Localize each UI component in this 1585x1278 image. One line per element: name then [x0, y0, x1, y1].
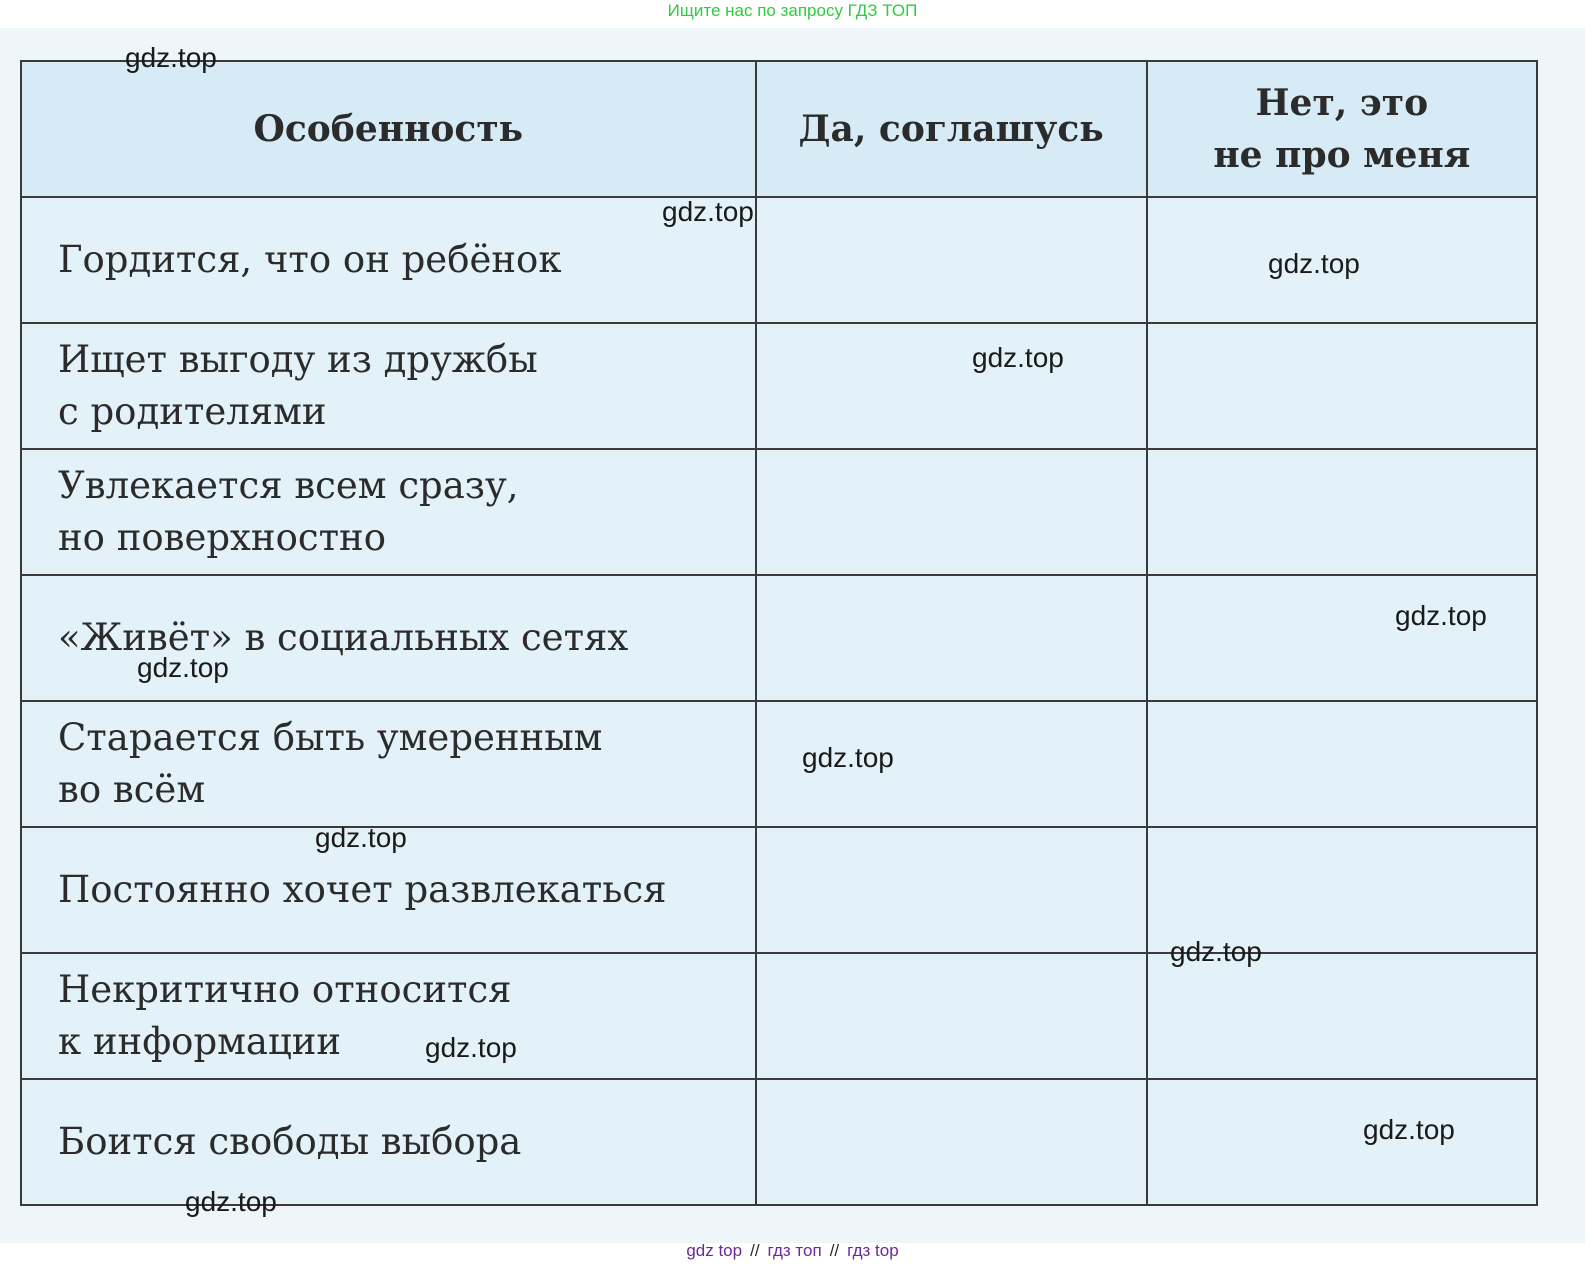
footer-part-1: gdz top	[686, 1241, 743, 1260]
disagree-cell[interactable]	[1147, 701, 1537, 827]
disagree-cell[interactable]	[1147, 323, 1537, 449]
feature-table	[20, 60, 1538, 1206]
agree-cell[interactable]	[756, 1079, 1147, 1205]
header-agree-label: Да, соглашусь	[798, 108, 1104, 150]
table-row	[21, 449, 1537, 575]
feature-text: Постоянно хочет развлекаться	[58, 868, 667, 911]
feature-cell	[21, 701, 756, 827]
agree-cell[interactable]	[756, 323, 1147, 449]
feature-cell	[21, 1079, 756, 1205]
table-row	[21, 323, 1537, 449]
watermark: gdz.top	[1363, 1114, 1455, 1145]
header-disagree-label: Нет, это не про меня	[1213, 82, 1471, 176]
watermark: gdz.top	[662, 196, 754, 227]
top-banner: Ищите нас по запросу ГДЗ ТОП	[667, 1, 918, 20]
footer-watermark	[0, 1240, 1585, 1262]
table-row	[21, 701, 1537, 827]
footer-part-2: гдз топ	[767, 1241, 822, 1260]
watermark: gdz.top	[315, 822, 407, 853]
feature-cell	[21, 323, 756, 449]
watermark: gdz.top	[1395, 600, 1487, 631]
header-agree	[756, 61, 1147, 197]
table-row	[21, 953, 1537, 1079]
feature-text: Старается быть умеренным во всём	[58, 716, 603, 811]
footer-part-3: гдз top	[847, 1241, 899, 1260]
watermark: gdz.top	[125, 42, 217, 73]
table-header-row	[21, 61, 1537, 197]
feature-cell	[21, 449, 756, 575]
watermark: gdz.top	[425, 1032, 517, 1063]
feature-text: «Живёт» в социальных сетях	[58, 616, 629, 659]
feature-cell	[21, 197, 756, 323]
feature-text: Увлекается всем сразу, но поверхностно	[58, 464, 519, 559]
watermark: gdz.top	[802, 742, 894, 773]
footer-separator: //	[829, 1241, 840, 1260]
watermark: gdz.top	[1268, 248, 1360, 279]
agree-cell[interactable]	[756, 197, 1147, 323]
header-disagree	[1147, 61, 1537, 197]
footer-separator: //	[750, 1241, 760, 1260]
disagree-cell[interactable]	[1147, 953, 1537, 1079]
disagree-cell[interactable]	[1147, 575, 1537, 701]
agree-cell[interactable]	[756, 953, 1147, 1079]
feature-cell	[21, 575, 756, 701]
disagree-cell[interactable]	[1147, 1079, 1537, 1205]
watermark: gdz.top	[972, 342, 1064, 373]
feature-text: Некритично относится к информации	[58, 968, 512, 1063]
feature-text: Боится свободы выбора	[58, 1120, 522, 1163]
disagree-cell[interactable]	[1147, 449, 1537, 575]
agree-cell[interactable]	[756, 575, 1147, 701]
watermark: gdz.top	[137, 652, 229, 683]
table-row	[21, 575, 1537, 701]
watermark: gdz.top	[185, 1186, 277, 1217]
feature-cell	[21, 953, 756, 1079]
disagree-cell[interactable]	[1147, 827, 1537, 953]
feature-text: Ищет выгоду из дружбы с родителями	[58, 338, 538, 433]
watermark: gdz.top	[1170, 936, 1262, 967]
header-feature	[21, 61, 756, 197]
header-feature-label: Особенность	[253, 108, 524, 150]
agree-cell[interactable]	[756, 449, 1147, 575]
feature-text: Гордится, что он ребёнок	[58, 238, 562, 281]
agree-cell[interactable]	[756, 827, 1147, 953]
table-row	[21, 827, 1537, 953]
